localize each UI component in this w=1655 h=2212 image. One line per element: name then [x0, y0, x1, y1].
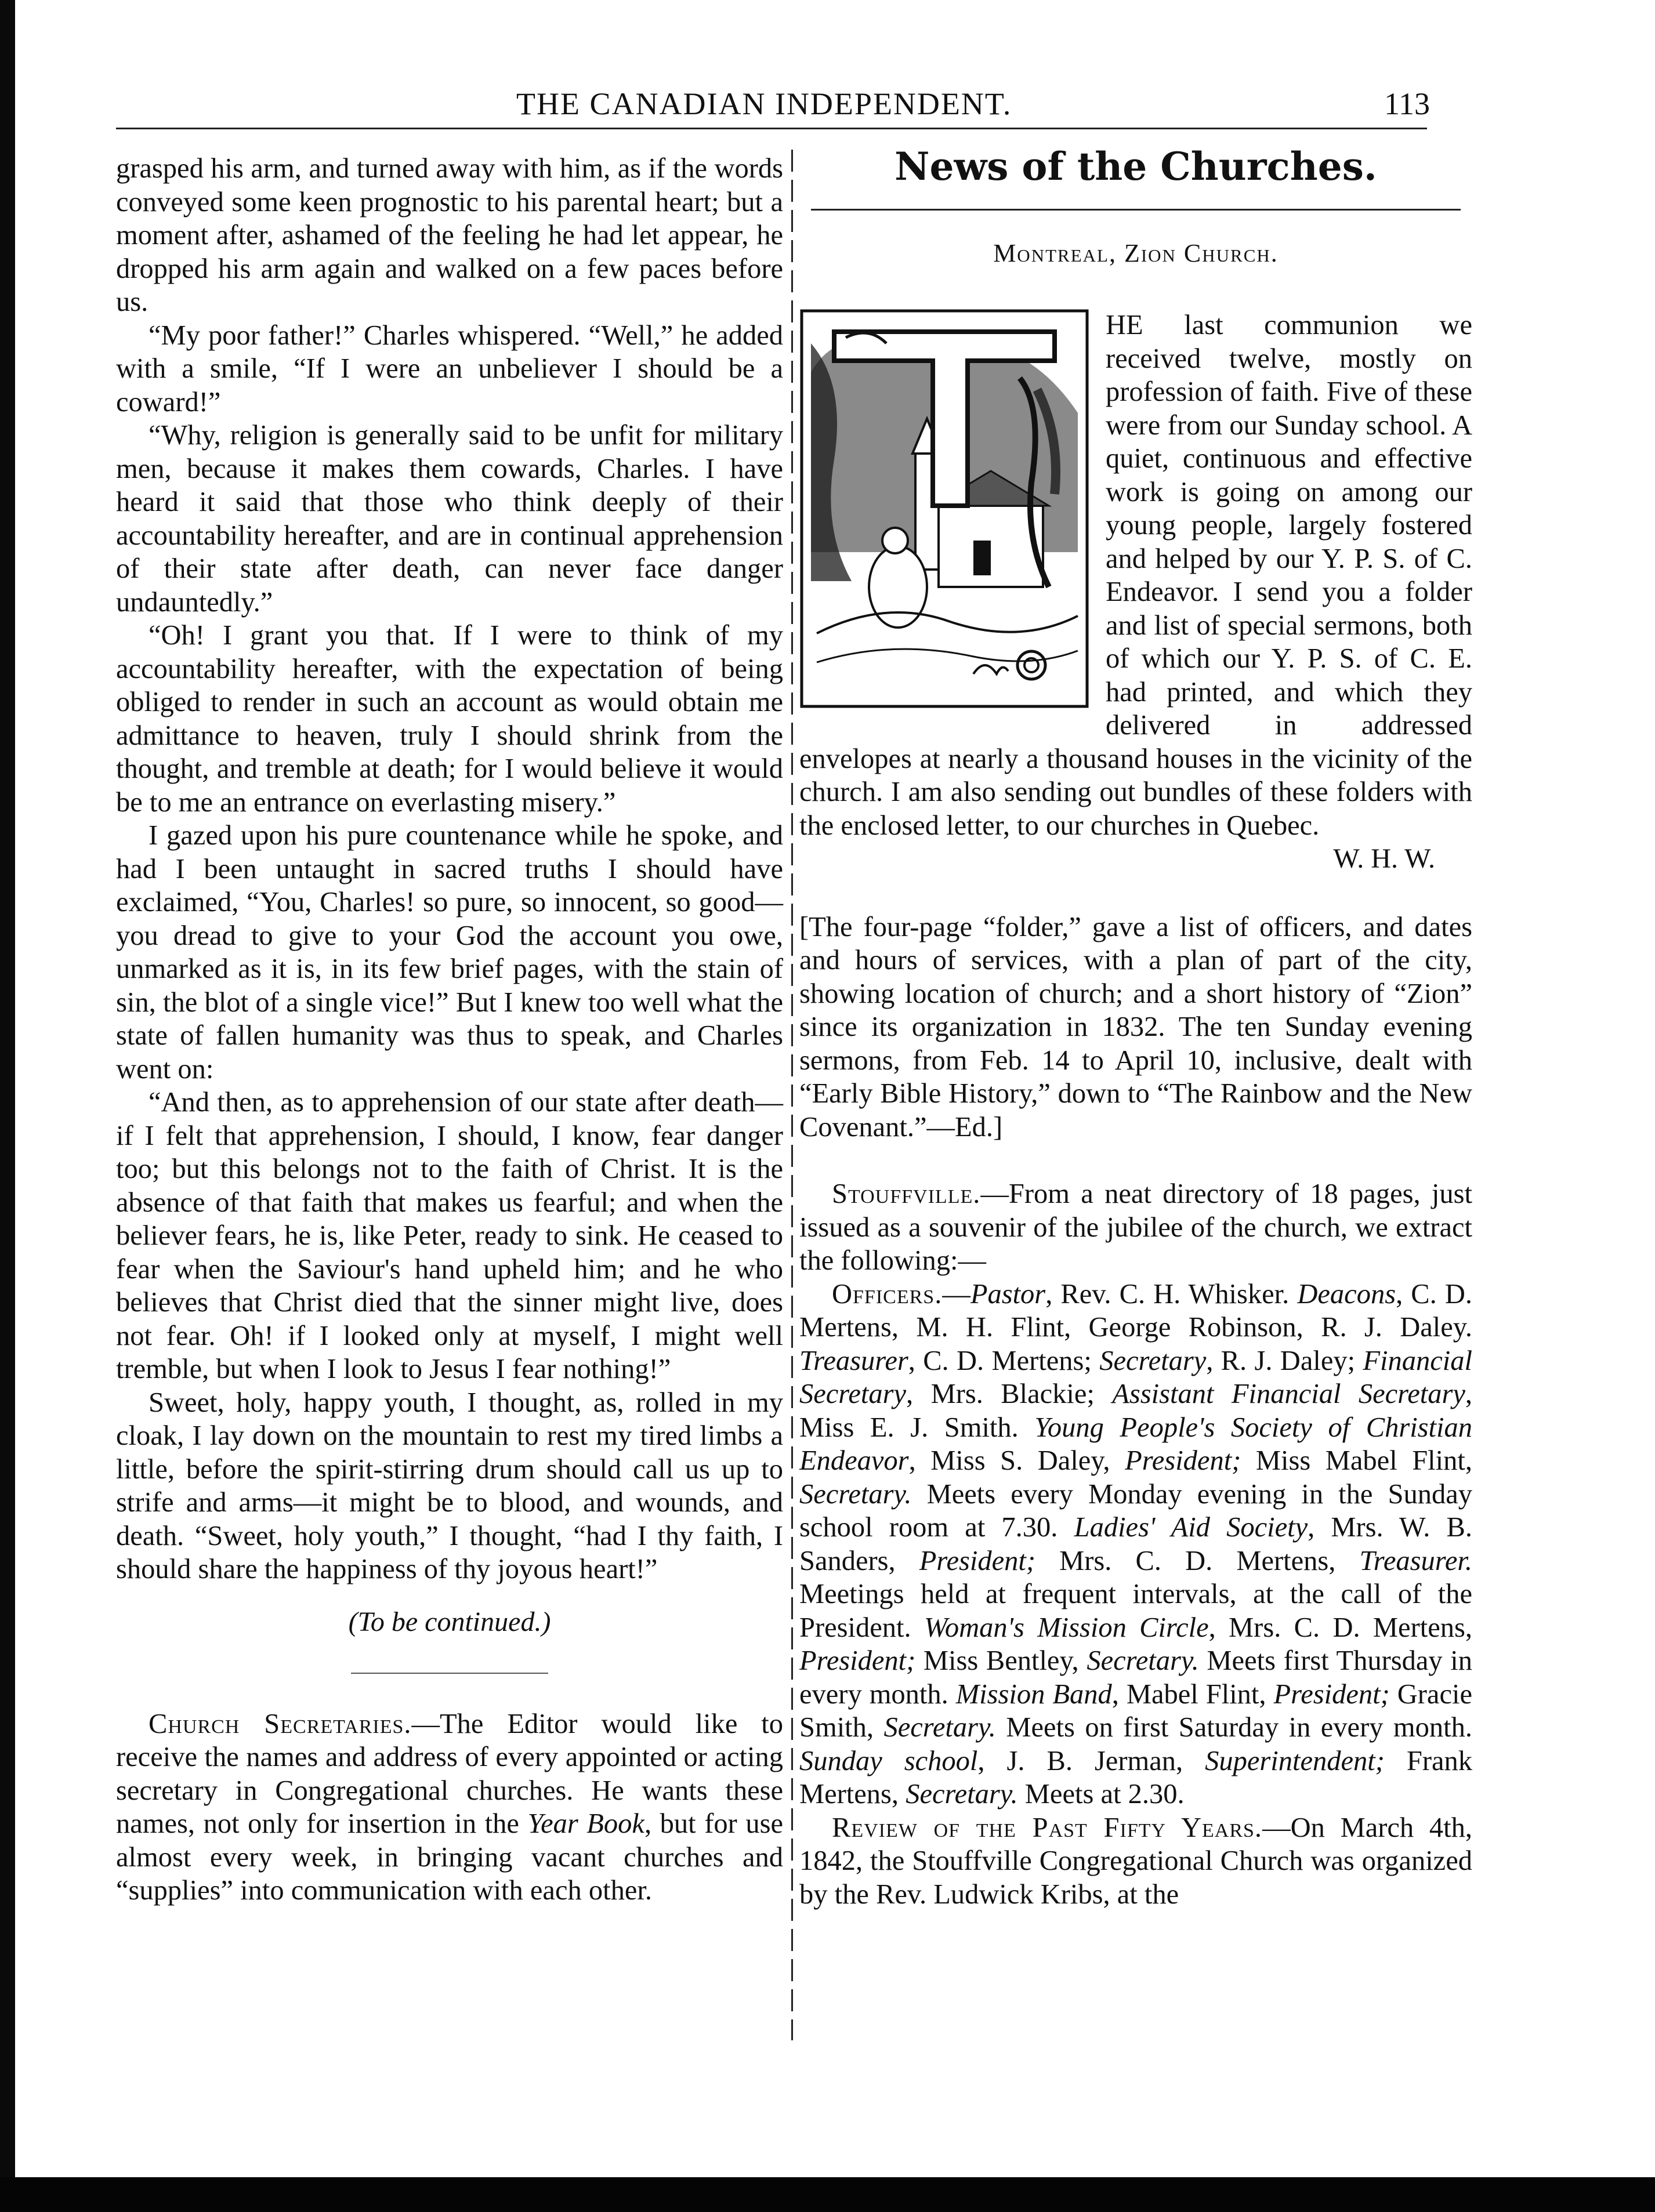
officer-text: , C. D. Mertens, M. H. Flint, George Robinson, R. J. Daley. [799, 1278, 1473, 1343]
stouffville-intro [799, 1177, 1472, 1278]
section-title-rule [811, 209, 1461, 211]
officer-text: , Mrs. Blackie; [906, 1379, 1113, 1409]
officer-role: Assistant Financial Secretary [1112, 1379, 1465, 1409]
officer-role: Deacons [1297, 1278, 1396, 1310]
officers-heading: Officers. [832, 1278, 943, 1310]
year-book-title: Year Book [527, 1808, 644, 1839]
officer-role: Young People's Society of Christian Endeavor [799, 1412, 1473, 1476]
officer-role: Woman's Mission Circle [924, 1612, 1209, 1643]
officer-text: Gracie Smith, [799, 1678, 1472, 1743]
story-paragraph: “And then, as to apprehension of our state after death—if I felt that apprehension, I should, I know, fear danger too; but this belongs not to the faith of Christ. It is the absence of that faith that makes us fearful; and when the believer fears, he is, like Peter, ready to sink. He ceased to fear when the Saviour's hand upheld him; and he who believes that Christ died that the sinner might live, does not fear. Oh! if I looked only at myself, I might well tremble, but when I look to Jesus I fear nothing!” [116, 1087, 783, 1384]
officer-text: , Miss E. J. Smith. [799, 1379, 1472, 1443]
montreal-signature: W. H. W. [1333, 843, 1435, 874]
left-column [116, 152, 783, 1908]
scan-page-curl [15, 2079, 1655, 2177]
officer-text: , Rev. C. H. Whisker. [1045, 1278, 1298, 1310]
officer-text: , Mabel Flint, [1111, 1678, 1274, 1710]
church-landscape-engraving [799, 309, 1089, 709]
officer-role: President; [1125, 1445, 1241, 1476]
officer-text: , Mrs. W. B. Sanders, [799, 1512, 1472, 1576]
officer-text: Meetings held at frequent intervals, at the call of the President. [799, 1579, 1472, 1643]
officer-text: Miss Bentley, [915, 1645, 1087, 1676]
montreal-report-text: HE last communion we received twelve, mostly on profession of faith. Five of these were from our Sunday school. A quiet, continuous and effective work is going on among our young people, largely fostered and helped by our Y. P. S. of C. Endeavor. I send you a folder and list of special sermons, both of which our Y. P. S. of C. E. had printed, and which they delivered in addressed envelopes at nearly a thousand houses in the vicinity of the church. I am also sending out bundles of these folders with the enclosed letter, to our churches in Quebec. [799, 310, 1472, 841]
church-secretaries-notice [116, 1707, 783, 1908]
review-text: —On March 4th, 1842, the Stouffville Congregational Church was organized by the Rev. Ludwick Kribs, at the [799, 1812, 1472, 1910]
officer-text: Meets at 2.30. [1017, 1779, 1185, 1810]
officer-role: Sunday school [799, 1745, 978, 1776]
stouffville-review [799, 1811, 1472, 1912]
stouffville-officers [799, 1278, 1472, 1811]
to-be-continued: (To be continued.) [348, 1606, 551, 1637]
officer-role: Pastor [970, 1278, 1046, 1310]
section-title: News of the Churches. [895, 144, 1377, 189]
running-title: THE CANADIAN INDEPENDENT. [516, 86, 1012, 121]
story-paragraph: grasped his arm, and turned away with him, as if the words conveyed some keen prognostic to his parental heart; but a moment after, ashamed of the feeling he had let appear, he dropped his arm again and walked on a few paces before us. [116, 153, 783, 317]
officer-role: President; [1273, 1678, 1390, 1710]
header-rule [116, 128, 1427, 129]
officer-text: , J. B. Jerman, [977, 1745, 1205, 1776]
officer-role: President; [799, 1645, 916, 1676]
story-paragraph: “Why, religion is generally said to be unfit for military men, because it makes them cowards, Charles. I have heard it said that those who think deeply of their accountability hereafter, and are in continual apprehension of their state after death, can never face danger undauntedly.” [116, 420, 783, 618]
officers-list [799, 1279, 1472, 1810]
officer-role: President; [919, 1545, 1036, 1576]
story-paragraph: I gazed upon his pure countenance while he spoke, and had I been untaught in sacred truths I should have exclaimed, “You, Charles! so pure, so innocent, so good—you dread to give to your God the account you owe, unmarked as it is, in its few brief pages, with the stain of sin, the blot of a single vice!” But I knew too well what the state of fallen humanity was thus to speak, and Charles went on: [116, 820, 783, 1085]
officer-text: Frank Mertens, [799, 1745, 1473, 1810]
officer-role: Superintendent; [1205, 1745, 1385, 1776]
officer-text: — [942, 1278, 970, 1310]
column-divider [791, 150, 793, 2040]
church-secretaries-heading: Church Secretaries. [149, 1708, 412, 1739]
officer-text: , Miss S. Daley, [908, 1445, 1125, 1476]
right-column [799, 144, 1472, 1911]
officer-role: Financial Secretary [799, 1345, 1472, 1409]
officer-text: , Mrs. C. D. Mertens, [1208, 1612, 1472, 1643]
stouffville-heading: Stouffville. [832, 1178, 981, 1209]
stouffville-intro-text: —From a neat directory of 18 pages, just issued as a souvenir of the jubilee of the church, we extract the following:— [799, 1178, 1472, 1276]
officer-role: Ladies' Aid Society [1074, 1512, 1308, 1543]
officer-text: , R. J. Daley; [1206, 1345, 1363, 1376]
officer-role: Treasurer [799, 1345, 908, 1376]
review-heading: Review of the Past Fifty Years. [832, 1812, 1263, 1843]
officer-text: Meets on first Saturday in every month. [995, 1712, 1472, 1743]
story-paragraph: “My poor father!” Charles whispered. “Well,” he added with a smile, “If I were an unbeliever I should be a coward!” [116, 320, 783, 418]
scan-edge-left [0, 0, 15, 2212]
page-number: 113 [1384, 86, 1430, 121]
officer-text: Miss Mabel Flint, [1241, 1445, 1472, 1476]
section-separator [351, 1673, 548, 1674]
montreal-subhead: Montreal, Zion Church. [993, 239, 1279, 267]
officer-role: Mission Band [955, 1678, 1112, 1710]
officer-text: Mrs. C. D. Mertens, [1035, 1545, 1360, 1576]
story-paragraph: Sweet, holy, happy youth, I thought, as, rolled in my cloak, I lay down on the mountain to rest my tired limbs a little, before the spirit-stirring drum should call us up to strife and arms—it might be to blood, and wounds, and death. “Sweet, holy youth,” I thought, “had I thy faith, I should share the happiness of thy joyous heart!” [116, 1387, 783, 1584]
officer-text: Meets every Monday evening in the Sunday school room at 7.30. [799, 1478, 1472, 1543]
officer-role: Secretary. [906, 1779, 1018, 1810]
officer-role: Secretary [1099, 1345, 1207, 1376]
story-paragraph: “Oh! I grant you that. If I were to think of my accountability hereafter, with the expectation of being obliged to render in such an account as would obtain me admittance to heaven, truly I should shrink from the thought, and tremble at death; for I would believe it would be to me an entrance on everlasting misery.” [116, 620, 783, 818]
decorated-initial-illustration [799, 309, 1089, 709]
officer-role: Treasurer. [1359, 1545, 1472, 1576]
officer-text: Meets first Thursday in every month. [799, 1645, 1472, 1710]
officer-role: Secretary. [883, 1712, 996, 1743]
church-secretaries-text-2: , but for use almost every week, in bringing vacant churches and “supplies” into communication with each other. [116, 1808, 783, 1906]
scan-edge-bottom [0, 2177, 1655, 2212]
church-secretaries-text-1: —The Editor would like to receive the names and address of every appointed or acting secretary in Congregational churches. He wants these names, not only for insertion in the [116, 1708, 783, 1839]
officer-text: , C. D. Mertens; [908, 1345, 1100, 1376]
officer-role: Secretary. [1087, 1645, 1199, 1676]
editor-note: [The four-page “folder,” gave a list of officers, and dates and hours of services, with a plan of part of the city, showing location of church; and a short history of “Zion” since its organization in 1832. The ten Sunday evening sermons, from Feb. 14 to April 10, inclusive, dealt with “Early Bible History,” down to “The Rainbow and the New Covenant.”—Ed.] [799, 911, 1472, 1143]
officer-role: Secretary. [799, 1478, 912, 1510]
